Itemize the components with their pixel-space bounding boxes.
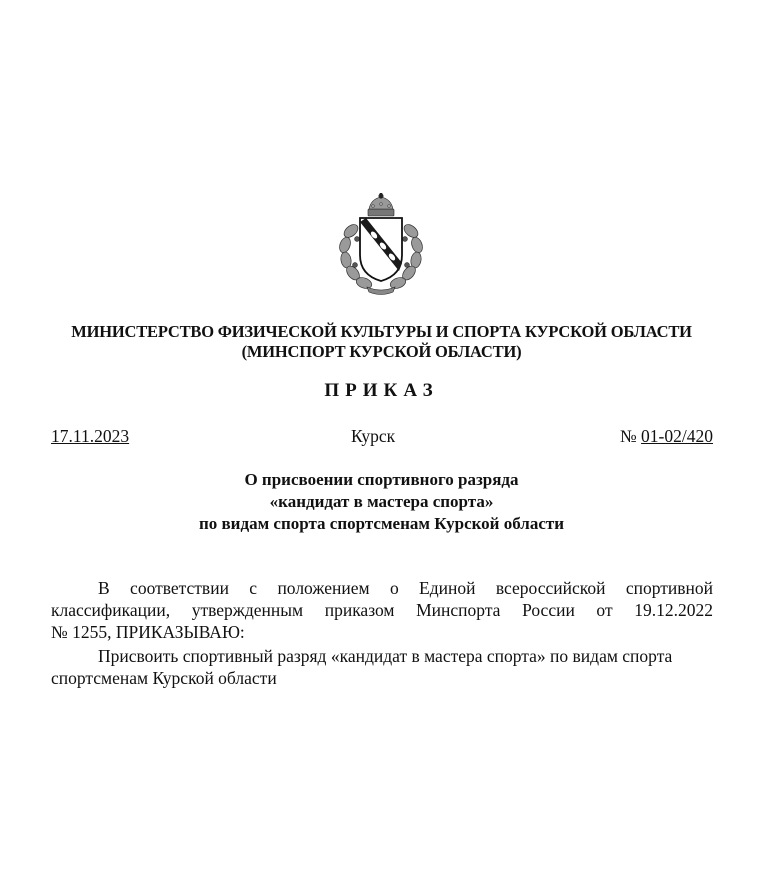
word: от: [596, 600, 613, 620]
document-date: 17.11.2023: [51, 426, 130, 446]
word: Единой: [419, 578, 476, 598]
document-number-value: 01-02/420: [641, 426, 713, 446]
paragraph2-line2: спортсменам Курской области: [51, 668, 277, 688]
document-city: Курск: [351, 426, 396, 446]
word: 19.12.2022: [634, 600, 713, 620]
word: с: [249, 578, 258, 598]
word: России: [522, 600, 575, 620]
document-meta-row: [51, 426, 713, 450]
org-name-line1: МИНИСТЕРСТВО ФИЗИЧЕСКОЙ КУЛЬТУРЫ И СПОРТА КУРСКОЙ ОБЛАСТИ: [71, 322, 692, 341]
org-name-line2: (МИНСПОРТ КУРСКОЙ ОБЛАСТИ): [241, 342, 522, 361]
word: всероссийской: [495, 578, 606, 598]
kursk-coat-of-arms-icon: [333, 193, 429, 297]
paragraph2-line1: Присвоить спортивный разряд «кандидат в мастера спорта» по видам спорта: [98, 646, 673, 666]
word: В: [98, 578, 110, 598]
document-number: [620, 426, 713, 447]
subject-line1: О присвоении спортивного разряда: [244, 470, 519, 489]
word: положением: [277, 578, 370, 598]
paragraph1-line1: [98, 577, 713, 599]
word: Минспорта: [416, 600, 501, 620]
document-number-prefix: №: [619, 426, 642, 446]
subject-line2: «кандидат в мастера спорта»: [269, 492, 494, 511]
document-type-title: ПРИКАЗ: [324, 380, 439, 401]
word: о: [389, 578, 399, 598]
word: утвержденным: [191, 600, 304, 620]
paragraph1-line2: [51, 599, 713, 621]
word: классификации,: [51, 600, 171, 620]
paragraph1-line3: № 1255, ПРИКАЗЫВАЮ:: [51, 622, 245, 642]
word: соответствии: [130, 578, 229, 598]
subject-line3: по видам спорта спортсменам Курской области: [198, 514, 565, 533]
word: приказом: [324, 600, 395, 620]
word: спортивной: [625, 578, 713, 598]
